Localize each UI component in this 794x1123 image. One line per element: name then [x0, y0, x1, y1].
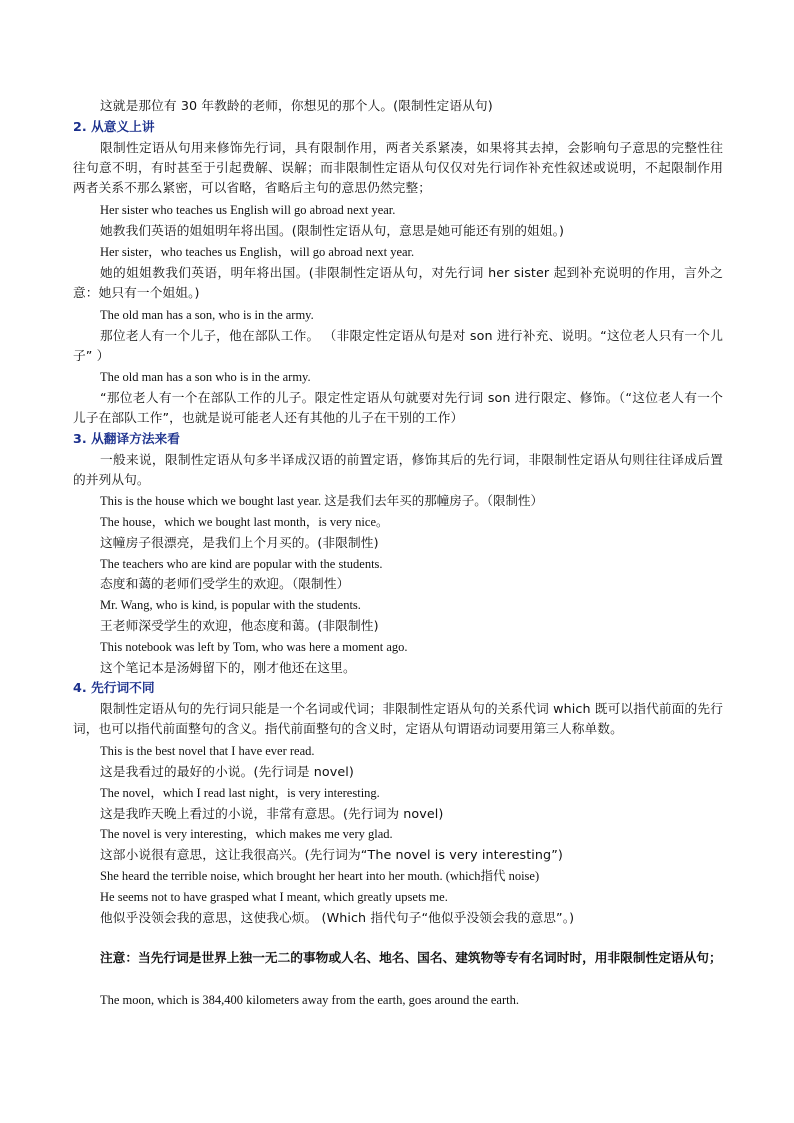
example-explanation: 那位老人有一个儿子，他在部队工作。 （非限定性定语从句是对 son 进行补充、说明。“这位老人只有一个儿子” ）: [73, 328, 723, 363]
section-heading-2: 2. 从意义上讲: [73, 119, 155, 134]
example-sentence: The old man has a son, who is in the army.: [100, 308, 314, 322]
example-sentence: Her sister，who teaches us English，will go abroad next year.: [100, 245, 415, 259]
example-sentence: The novel，which I read last night，is very interesting.: [100, 786, 380, 800]
example-translation: 态度和蔼的老师们受学生的欢迎。（限制性）: [100, 576, 350, 591]
example-sentence: This notebook was left by Tom, who was here a moment ago.: [100, 640, 408, 654]
note-paragraph: 注意：当先行词是世界上独一无二的事物或人名、地名、国名、建筑物等专有名词时时，用非限制性定语从句；: [100, 950, 722, 965]
example-sentence: The teachers who are kind are popular with the students.: [100, 557, 383, 571]
example-sentence: This is the best novel that I have ever read.: [100, 744, 315, 758]
example-translation: 他似乎没领会我的意思，这使我心烦。 (Which 指代句子“他似乎没领会我的意思”。): [100, 910, 575, 925]
example-sentence: The moon, which is 384,400 kilometers away from the earth, goes around the earth.: [100, 993, 519, 1007]
section-4-paragraph: 限制性定语从句的先行词只能是一个名词或代词；非限制性定语从句的关系代词 which 既可以指代前面的先行词，也可以指代前面整句的含义。指代前面整句的含义时，定语从句谓语动词要用第三人称单数。: [73, 701, 723, 736]
example-explanation: “那位老人有一个在部队工作的儿子。限定性定语从句就要对先行词 son 进行限定、修饰。（“这位老人有一个儿子在部队工作”，也就是说可能老人还有其他的儿子在干别的工作）: [73, 390, 723, 425]
section-heading-4: 4. 先行词不同: [73, 680, 155, 695]
example-translation: 这幢房子很漂亮，是我们上个月买的。(非限制性): [100, 535, 379, 550]
example-translation: 她教我们英语的姐姐明年将出国。(限制性定语从句，意思是她可能还有别的姐姐。): [100, 223, 565, 238]
example-sentence: The old man has a son who is in the army.: [100, 370, 311, 384]
example-translation: 这就是那位有 30 年教龄的老师，你想见的那个人。(限制性定语从句): [100, 98, 493, 113]
example-sentence: The house，which we bought last month，is very nice。: [100, 515, 389, 529]
example-translation: 这是我看过的最好的小说。(先行词是 novel): [100, 764, 354, 779]
section-heading-3: 3. 从翻译方法来看: [73, 431, 180, 446]
example-translation: 这部小说很有意思，这让我很高兴。(先行词为“The novel is very interesting”): [100, 847, 563, 862]
example-translation: 她的姐姐教我们英语，明年将出国。(非限制性定语从句，对先行词 her sister 起到补充说明的作用，言外之意：她只有一个姐姐。): [73, 265, 723, 300]
example-translation: 这个笔记本是汤姆留下的，刚才他还在这里。: [100, 660, 356, 675]
example-sentence: Her sister who teaches us English will go abroad next year.: [100, 203, 396, 217]
example-sentence: He seems not to have grasped what I meant, which greatly upsets me.: [100, 890, 448, 904]
example-sentence: Mr. Wang, who is kind, is popular with the students.: [100, 598, 361, 612]
example-sentence: This is the house which we bought last year. 这是我们去年买的那幢房子。（限制性）: [100, 494, 544, 508]
example-translation: 王老师深受学生的欢迎，他态度和蔼。(非限制性): [100, 618, 379, 633]
example-sentence: She heard the terrible noise, which brought her heart into her mouth. (which指代 noise): [100, 869, 540, 883]
example-sentence: The novel is very interesting，which makes me very glad.: [100, 827, 393, 841]
example-translation: 这是我昨天晚上看过的小说，非常有意思。(先行词为 novel): [100, 806, 444, 821]
section-3-paragraph: 一般来说，限制性定语从句多半译成汉语的前置定语，修饰其后的先行词，非限制性定语从句则往往译成后置的并列从句。: [73, 452, 723, 487]
section-2-paragraph: 限制性定语从句用来修饰先行词，具有限制作用，两者关系紧凑，如果将其去掉，会影响句子意思的完整性往往句意不明，有时甚至于引起费解、误解；而非限制性定语从句仅仅对先行词作补充性叙述或说明，不起限制作用两者关系不那么紧密，可以省略，省略后主句的意思仍然完整；: [73, 140, 723, 195]
